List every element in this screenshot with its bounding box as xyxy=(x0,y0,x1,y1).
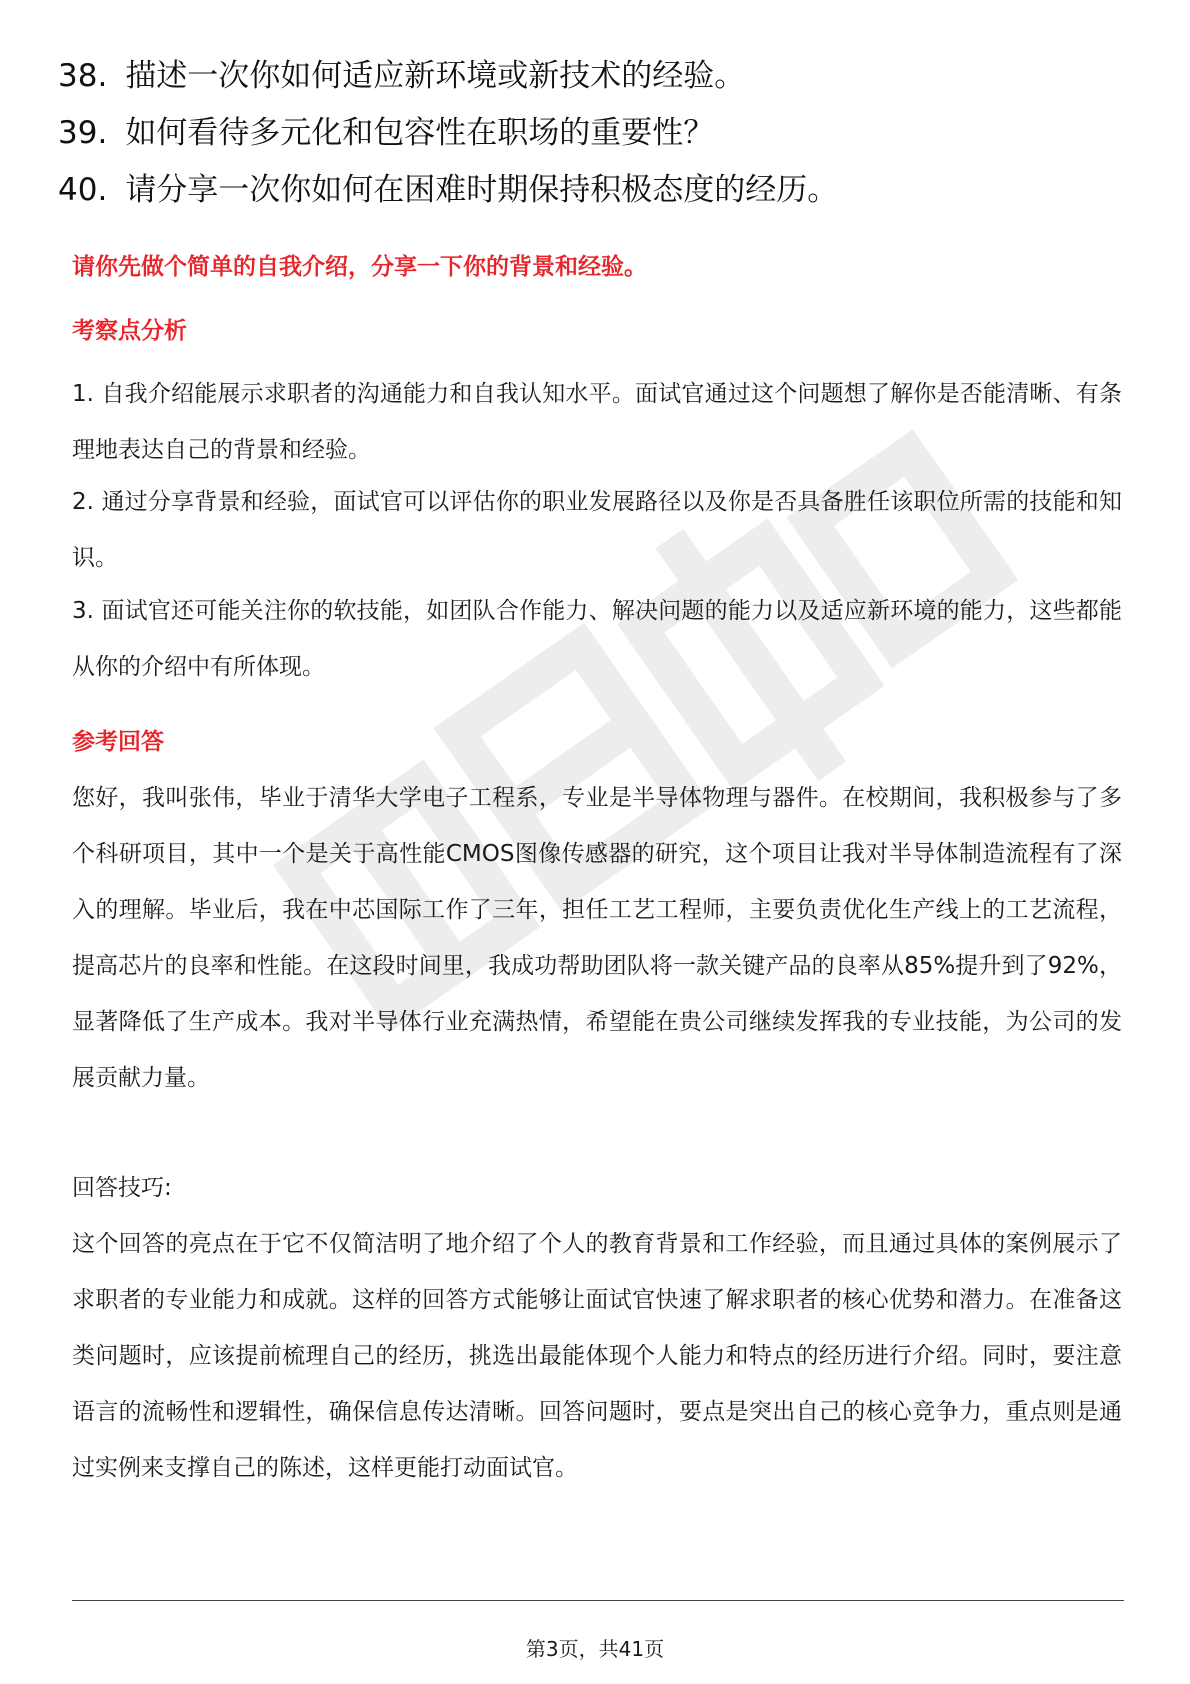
question-text: 请分享一次你如何在困难时期保持积极态度的经历。 xyxy=(125,172,839,208)
reference-answer-heading: 参考回答 xyxy=(72,729,164,755)
question-item xyxy=(58,105,1138,162)
reference-answer-text: 您好，我叫张伟，毕业于清华大学电子工程系，专业是半导体物理与器件。在校期间，我积极参与了多个科研项目，其中一个是关于高性能CMOS图像传感器的研究，这个项目让我对半导体制造流程有了深入的理解。毕业后，我在中芯国际工作了三年，担任工艺工程师，主要负责优化生产线上的工艺流程，提高芯片的良率和性能。在这段时间里，我成功帮助团队将一款关键产品的良率从85%提升到了92%，显著降低了生产成本。我对半导体行业充满热情，希望能在贵公司继续发挥我的专业技能，为公司的发展贡献力量。 xyxy=(72,785,1122,1091)
analysis-point: 3. 面试官还可能关注你的软技能，如团队合作能力、解决问题的能力以及适应新环境的能力，这些都能从你的介绍中有所体现。 xyxy=(72,598,1122,680)
question-text: 描述一次你如何适应新环境或新技术的经验。 xyxy=(125,58,746,94)
question-number: 40. xyxy=(58,172,108,208)
question-number: 38. xyxy=(58,58,108,94)
analysis-point: 1. 自我介绍能展示求职者的沟通能力和自我认知水平。面试官通过这个问题想了解你是否能清晰、有条理地表达自己的背景和经验。 xyxy=(72,381,1122,463)
analysis-heading: 考察点分析 xyxy=(72,318,187,344)
question-list xyxy=(58,48,1138,219)
tips-label: 回答技巧: xyxy=(72,1175,172,1201)
featured-question: 请你先做个简单的自我介绍，分享一下你的背景和经验。 xyxy=(72,254,647,280)
footer-divider xyxy=(72,1600,1124,1601)
tips-text: 这个回答的亮点在于它不仅简洁明了地介绍了个人的教育背景和工作经验，而且通过具体的案例展示了求职者的专业能力和成就。这样的回答方式能够让面试官快速了解求职者的核心优势和潜力。在准备这类问题时，应该提前梳理自己的经历，挑选出最能体现个人能力和特点的经历进行介绍。同时，要注意语言的流畅性和逻辑性，确保信息传达清晰。回答问题时，要点是突出自己的核心竞争力，重点则是通过实例来支撑自己的陈述，这样更能打动面试官。 xyxy=(72,1231,1122,1481)
question-number: 39. xyxy=(58,115,108,151)
analysis-point: 2. 通过分享背景和经验，面试官可以评估你的职业发展路径以及你是否具备胜任该职位所需的技能和知识。 xyxy=(72,489,1122,571)
page-number: 第3页，共41页 xyxy=(525,1637,665,1661)
question-item xyxy=(58,162,1138,219)
question-text: 如何看待多元化和包容性在职场的重要性？ xyxy=(125,115,715,151)
question-item xyxy=(58,48,1138,105)
